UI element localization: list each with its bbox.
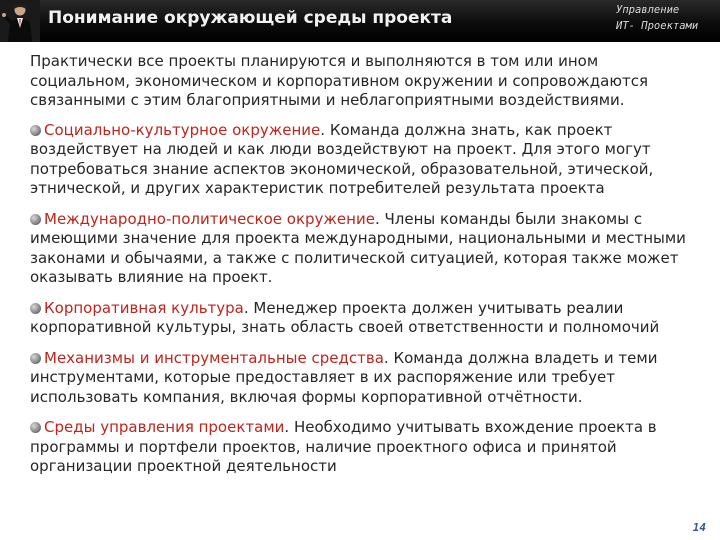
list-item	[30, 349, 702, 408]
item-term: Механизмы и инструментальные средства	[44, 348, 384, 367]
course-label-line1: Управление	[616, 4, 680, 16]
item-text: . Команда должна знать, как проект воздействует на людей и как люди воздействуют на проект. Для этого могут потребоваться знание аспектов экономической, образовательной, этической, этнической, и других характеристик потребителей результата проекта	[30, 120, 654, 197]
bullet-icon	[30, 303, 41, 314]
list-item	[30, 299, 702, 338]
bullet-icon	[30, 214, 41, 225]
bullet-icon	[30, 353, 41, 364]
course-label	[616, 2, 716, 34]
bullet-icon	[30, 422, 41, 433]
list-item	[30, 418, 702, 477]
item-term: Социально-культурное окружение	[44, 120, 321, 139]
bullet-icon	[30, 125, 41, 136]
list-item	[30, 210, 702, 288]
item-text: . Команда должна владеть и теми инструментами, которые предоставляет в их распоряжение или требует использовать компания, включая формы корпоративной отчётности.	[30, 348, 658, 406]
slide-title: Понимание окружающей среды проекта	[48, 8, 453, 28]
item-text: . Необходимо учитывать вхождение проекта в программы и портфели проектов, наличие проектного офиса и принятой организации проектной деятельности	[30, 418, 657, 475]
course-label-line2: ИТ- Проектами	[616, 20, 699, 32]
intro-paragraph: Практически все проекты планируются и выполняются в том или ином социальном, экономическом и корпоративном окружении и сопровождаются связанными с этим благоприятными и неблагоприятными воздействиями.	[30, 52, 649, 109]
item-term: Корпоративная культура	[44, 298, 244, 317]
item-term: Среды управления проектами	[44, 418, 285, 436]
slide-body	[30, 52, 702, 488]
item-term: Международно-политическое окружение	[44, 209, 375, 228]
item-text: . Члены команды были знакомы с имеющими значение для проекта международными, национальными и местными законами и обычаями, а также с политической ситуацией, которая также может оказывать влияние на проект.	[30, 209, 686, 286]
presenter-figure-icon	[0, 0, 40, 42]
page-number: 14	[692, 521, 706, 534]
item-text: . Менеджер проекта должен учитывать реалии корпоративной культуры, знать область своей ответственности и полномочий	[30, 298, 660, 336]
list-item	[30, 121, 702, 199]
slide-header	[0, 0, 720, 42]
